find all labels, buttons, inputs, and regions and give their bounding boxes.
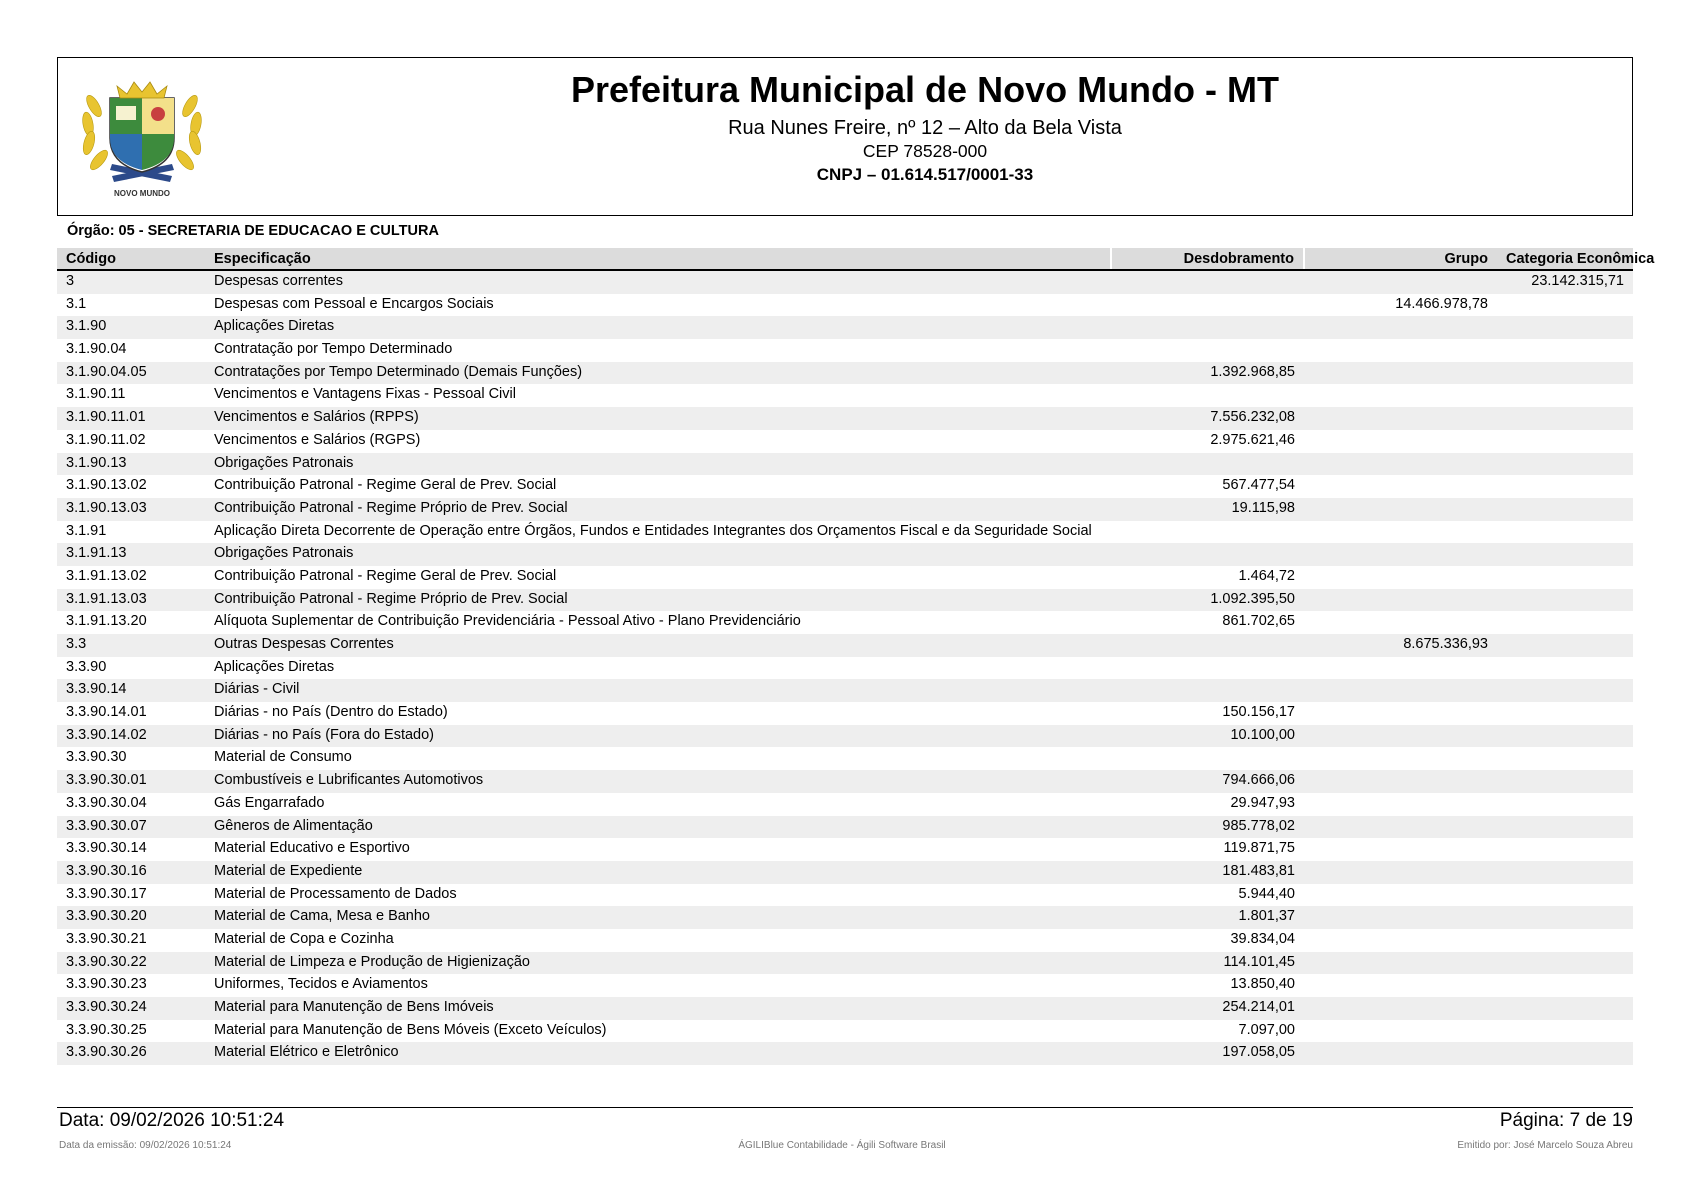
cell-categoria-economica: 23.142.315,71 (1497, 270, 1633, 294)
table-row (57, 498, 1633, 521)
cell-especificacao: Contratações por Tempo Determinado (Demais Funções) (205, 362, 1111, 385)
cell-especificacao: Material de Copa e Cozinha (205, 929, 1111, 952)
table-row (57, 770, 1633, 793)
cell-grupo (1304, 1020, 1497, 1043)
cell-categoria-economica (1497, 838, 1633, 861)
cell-desdobramento (1111, 634, 1304, 657)
cell-especificacao: Vencimentos e Vantagens Fixas - Pessoal Civil (205, 384, 1111, 407)
table-row (57, 453, 1633, 476)
cell-categoria-economica (1497, 952, 1633, 975)
cell-categoria-economica (1497, 929, 1633, 952)
cell-desdobramento: 861.702,65 (1111, 611, 1304, 634)
cell-categoria-economica (1497, 816, 1633, 839)
cell-desdobramento: 794.666,06 (1111, 770, 1304, 793)
cell-grupo: 14.466.978,78 (1304, 294, 1497, 317)
cell-especificacao: Obrigações Patronais (205, 543, 1111, 566)
cell-desdobramento: 10.100,00 (1111, 725, 1304, 748)
cell-codigo: 3.3.90.30.26 (57, 1042, 205, 1065)
cell-categoria-economica (1497, 407, 1633, 430)
cell-codigo: 3.3.90.30.14 (57, 838, 205, 861)
cell-categoria-economica (1497, 770, 1633, 793)
cell-grupo: 8.675.336,93 (1304, 634, 1497, 657)
cell-desdobramento: 7.097,00 (1111, 1020, 1304, 1043)
table-row (57, 543, 1633, 566)
cell-codigo: 3.3.90.30.16 (57, 861, 205, 884)
cell-especificacao: Despesas com Pessoal e Encargos Sociais (205, 294, 1111, 317)
cell-categoria-economica (1497, 974, 1633, 997)
cell-grupo (1304, 770, 1497, 793)
cell-especificacao: Contribuição Patronal - Regime Próprio de Prev. Social (205, 589, 1111, 612)
table-row (57, 861, 1633, 884)
cell-categoria-economica (1497, 521, 1633, 544)
cell-codigo: 3.3.90.30.01 (57, 770, 205, 793)
cell-categoria-economica (1497, 679, 1633, 702)
cell-categoria-economica (1497, 1020, 1633, 1043)
cell-grupo (1304, 816, 1497, 839)
page-title: Prefeitura Municipal de Novo Mundo - MT (570, 69, 1279, 110)
table-row (57, 589, 1633, 612)
cell-codigo: 3.3.90.30.22 (57, 952, 205, 975)
cell-categoria-economica (1497, 566, 1633, 589)
cell-desdobramento: 29.947,93 (1111, 793, 1304, 816)
cell-categoria-economica (1497, 747, 1633, 770)
table-row (57, 747, 1633, 770)
table-row (57, 906, 1633, 929)
cell-categoria-economica (1497, 884, 1633, 907)
cell-codigo: 3.3.90.30.17 (57, 884, 205, 907)
footer-date: Data: 09/02/2026 10:51:24 (59, 1110, 285, 1131)
cell-especificacao: Material para Manutenção de Bens Imóveis (205, 997, 1111, 1020)
cell-grupo (1304, 952, 1497, 975)
cell-especificacao: Contratação por Tempo Determinado (205, 339, 1111, 362)
cell-grupo (1304, 657, 1497, 680)
cell-especificacao: Uniformes, Tecidos e Aviamentos (205, 974, 1111, 997)
cell-grupo (1304, 384, 1497, 407)
cell-codigo: 3.3.90.14.01 (57, 702, 205, 725)
cell-desdobramento: 181.483,81 (1111, 861, 1304, 884)
cell-desdobramento: 2.975.621,46 (1111, 430, 1304, 453)
cell-grupo (1304, 611, 1497, 634)
table-row (57, 884, 1633, 907)
cell-grupo (1304, 747, 1497, 770)
cell-codigo: 3.3.90.30.23 (57, 974, 205, 997)
cell-categoria-economica (1497, 657, 1633, 680)
cell-grupo (1304, 566, 1497, 589)
cell-desdobramento: 19.115,98 (1111, 498, 1304, 521)
cell-codigo: 3.1.91 (57, 521, 205, 544)
cell-codigo: 3.1.91.13.20 (57, 611, 205, 634)
cell-codigo: 3.3.90.30.25 (57, 1020, 205, 1043)
cell-categoria-economica (1497, 702, 1633, 725)
cell-codigo: 3.1.90.04.05 (57, 362, 205, 385)
table-row (57, 929, 1633, 952)
footer-page-number: Página: 7 de 19 (1499, 1110, 1633, 1131)
cell-codigo: 3.1.90 (57, 316, 205, 339)
cell-desdobramento: 1.464,72 (1111, 566, 1304, 589)
cnpj-line: CNPJ – 01.614.517/0001-33 (816, 165, 1034, 184)
cell-especificacao: Material Educativo e Esportivo (205, 838, 1111, 861)
cell-desdobramento (1111, 747, 1304, 770)
cell-especificacao: Material Elétrico e Eletrônico (205, 1042, 1111, 1065)
cell-grupo (1304, 906, 1497, 929)
cell-categoria-economica (1497, 793, 1633, 816)
cell-desdobramento: 7.556.232,08 (1111, 407, 1304, 430)
cell-desdobramento: 39.834,04 (1111, 929, 1304, 952)
table-row (57, 270, 1633, 294)
cell-categoria-economica (1497, 498, 1633, 521)
cell-grupo (1304, 270, 1497, 294)
cell-codigo: 3.1.90.11.01 (57, 407, 205, 430)
cell-grupo (1304, 1042, 1497, 1065)
cell-categoria-economica (1497, 453, 1633, 476)
cell-desdobramento: 1.092.395,50 (1111, 589, 1304, 612)
cell-desdobramento (1111, 294, 1304, 317)
cell-especificacao: Combustíveis e Lubrificantes Automotivos (205, 770, 1111, 793)
table-row (57, 816, 1633, 839)
cell-desdobramento: 114.101,45 (1111, 952, 1304, 975)
header-text (58, 68, 1632, 188)
cell-desdobramento: 1.392.968,85 (1111, 362, 1304, 385)
cell-grupo (1304, 430, 1497, 453)
table-row (57, 611, 1633, 634)
cell-especificacao: Material de Expediente (205, 861, 1111, 884)
expense-table (57, 248, 1655, 1065)
cell-desdobramento: 119.871,75 (1111, 838, 1304, 861)
cell-codigo: 3.3.90 (57, 657, 205, 680)
cell-desdobramento: 13.850,40 (1111, 974, 1304, 997)
cell-especificacao: Alíquota Suplementar de Contribuição Previdenciária - Pessoal Ativo - Plano Previdenciário (205, 611, 1111, 634)
cell-desdobramento: 1.801,37 (1111, 906, 1304, 929)
cell-categoria-economica (1497, 589, 1633, 612)
cell-desdobramento: 5.944,40 (1111, 884, 1304, 907)
cell-desdobramento (1111, 657, 1304, 680)
cell-especificacao: Vencimentos e Salários (RPPS) (205, 407, 1111, 430)
cell-grupo (1304, 838, 1497, 861)
table-row (57, 657, 1633, 680)
cell-especificacao: Gás Engarrafado (205, 793, 1111, 816)
address-line: Rua Nunes Freire, nº 12 – Alto da Bela Vista (728, 117, 1122, 139)
cell-categoria-economica (1497, 294, 1633, 317)
table-row (57, 362, 1633, 385)
column-header-categoria-economica: Categoria Econômica (1497, 248, 1633, 270)
cell-codigo: 3.3.90.30.04 (57, 793, 205, 816)
cell-desdobramento (1111, 679, 1304, 702)
cell-codigo: 3.3 (57, 634, 205, 657)
cell-especificacao: Material de Cama, Mesa e Banho (205, 906, 1111, 929)
cell-desdobramento (1111, 543, 1304, 566)
table-row (57, 997, 1633, 1020)
table-row (57, 566, 1633, 589)
column-header-especificacao: Especificação (205, 248, 1111, 270)
cell-especificacao: Material de Consumo (205, 747, 1111, 770)
table-row (57, 407, 1633, 430)
table-row (57, 702, 1633, 725)
cell-codigo: 3.1.91.13.03 (57, 589, 205, 612)
cell-codigo: 3.3.90.14.02 (57, 725, 205, 748)
table-row (57, 1042, 1633, 1065)
cell-categoria-economica (1497, 634, 1633, 657)
cell-codigo: 3.1.90.13 (57, 453, 205, 476)
cell-categoria-economica (1497, 430, 1633, 453)
cell-especificacao: Gêneros de Alimentação (205, 816, 1111, 839)
cell-codigo: 3.3.90.30.20 (57, 906, 205, 929)
cell-desdobramento (1111, 521, 1304, 544)
column-header-grupo: Grupo (1304, 248, 1497, 270)
table-row (57, 384, 1633, 407)
cell-codigo: 3.3.90.14 (57, 679, 205, 702)
cell-grupo (1304, 362, 1497, 385)
cell-desdobramento: 985.778,02 (1111, 816, 1304, 839)
column-header-desdobramento: Desdobramento (1111, 248, 1304, 270)
cell-codigo: 3.3.90.30.07 (57, 816, 205, 839)
cell-codigo: 3.3.90.30 (57, 747, 205, 770)
cell-desdobramento (1111, 339, 1304, 362)
cell-categoria-economica (1497, 1042, 1633, 1065)
table-row (57, 316, 1633, 339)
cell-categoria-economica (1497, 861, 1633, 884)
cell-categoria-economica (1497, 475, 1633, 498)
cell-codigo: 3.1.90.04 (57, 339, 205, 362)
footer-emitter: Emitido por: José Marcelo Souza Abreu (1457, 1140, 1633, 1151)
cell-desdobramento (1111, 384, 1304, 407)
footer-divider (57, 1107, 1633, 1108)
cell-codigo: 3.1.91.13.02 (57, 566, 205, 589)
cell-especificacao: Vencimentos e Salários (RGPS) (205, 430, 1111, 453)
cell-especificacao: Material de Limpeza e Produção de Higienização (205, 952, 1111, 975)
cep-line: CEP 78528-000 (862, 141, 988, 161)
footer-emission-date: Data da emissão: 09/02/2026 10:51:24 (59, 1140, 232, 1151)
cell-categoria-economica (1497, 543, 1633, 566)
cell-categoria-economica (1497, 339, 1633, 362)
cell-categoria-economica (1497, 725, 1633, 748)
cell-grupo (1304, 997, 1497, 1020)
table-header-row (57, 248, 1633, 270)
cell-codigo: 3.1.90.13.02 (57, 475, 205, 498)
cell-categoria-economica (1497, 316, 1633, 339)
cell-especificacao: Aplicações Diretas (205, 657, 1111, 680)
cell-desdobramento (1111, 270, 1304, 294)
cell-grupo (1304, 884, 1497, 907)
cell-categoria-economica (1497, 362, 1633, 385)
cell-grupo (1304, 498, 1497, 521)
cell-especificacao: Obrigações Patronais (205, 453, 1111, 476)
cell-desdobramento (1111, 453, 1304, 476)
cell-grupo (1304, 453, 1497, 476)
cell-grupo (1304, 339, 1497, 362)
cell-especificacao: Diárias - Civil (205, 679, 1111, 702)
orgao-label: Órgão: 05 - SECRETARIA DE EDUCACAO E CULTURA (67, 223, 439, 239)
cell-especificacao: Material para Manutenção de Bens Móveis (Exceto Veículos) (205, 1020, 1111, 1043)
cell-desdobramento: 197.058,05 (1111, 1042, 1304, 1065)
cell-desdobramento (1111, 316, 1304, 339)
cell-especificacao: Outras Despesas Correntes (205, 634, 1111, 657)
cell-codigo: 3.3.90.30.21 (57, 929, 205, 952)
table-row (57, 521, 1633, 544)
cell-grupo (1304, 316, 1497, 339)
cell-grupo (1304, 793, 1497, 816)
cell-categoria-economica (1497, 997, 1633, 1020)
table-row (57, 838, 1633, 861)
cell-codigo: 3 (57, 270, 205, 294)
cell-grupo (1304, 725, 1497, 748)
cell-categoria-economica (1497, 384, 1633, 407)
svg-text:NOVO MUNDO: NOVO MUNDO (114, 189, 170, 198)
cell-codigo: 3.1.90.13.03 (57, 498, 205, 521)
cell-codigo: 3.1 (57, 294, 205, 317)
cell-grupo (1304, 521, 1497, 544)
table-row (57, 725, 1633, 748)
cell-especificacao: Diárias - no País (Fora do Estado) (205, 725, 1111, 748)
cell-grupo (1304, 702, 1497, 725)
table-row (57, 634, 1633, 657)
cell-codigo: 3.1.90.11 (57, 384, 205, 407)
cell-especificacao: Aplicação Direta Decorrente de Operação entre Órgãos, Fundos e Entidades Integrantes dos Orçamentos Fiscal e da Seguridade Social (205, 521, 1111, 544)
cell-grupo (1304, 974, 1497, 997)
cell-especificacao: Contribuição Patronal - Regime Próprio de Prev. Social (205, 498, 1111, 521)
cell-especificacao: Aplicações Diretas (205, 316, 1111, 339)
table-body (57, 270, 1633, 1065)
cell-grupo (1304, 929, 1497, 952)
cell-grupo (1304, 861, 1497, 884)
cell-desdobramento: 254.214,01 (1111, 997, 1304, 1020)
cell-grupo (1304, 475, 1497, 498)
cell-grupo (1304, 589, 1497, 612)
cell-codigo: 3.1.91.13 (57, 543, 205, 566)
table-row (57, 475, 1633, 498)
cell-codigo: 3.1.90.11.02 (57, 430, 205, 453)
cell-especificacao: Diárias - no País (Dentro do Estado) (205, 702, 1111, 725)
cell-categoria-economica (1497, 611, 1633, 634)
table-row (57, 294, 1633, 317)
cell-grupo (1304, 679, 1497, 702)
report-header (57, 57, 1633, 216)
table-row (57, 679, 1633, 702)
table-row (57, 430, 1633, 453)
footer-software: ÁGILIBlue Contabilidade - Ágili Software Brasil (738, 1140, 946, 1151)
column-header-codigo: Código (57, 248, 205, 270)
cell-desdobramento: 150.156,17 (1111, 702, 1304, 725)
cell-especificacao: Despesas correntes (205, 270, 1111, 294)
table-row (57, 793, 1633, 816)
table-row (57, 974, 1633, 997)
table-row (57, 1020, 1633, 1043)
cell-especificacao: Material de Processamento de Dados (205, 884, 1111, 907)
cell-grupo (1304, 407, 1497, 430)
cell-desdobramento: 567.477,54 (1111, 475, 1304, 498)
cell-codigo: 3.3.90.30.24 (57, 997, 205, 1020)
cell-grupo (1304, 543, 1497, 566)
cell-categoria-economica (1497, 906, 1633, 929)
cell-especificacao: Contribuição Patronal - Regime Geral de Prev. Social (205, 566, 1111, 589)
table-row (57, 952, 1633, 975)
cell-especificacao: Contribuição Patronal - Regime Geral de Prev. Social (205, 475, 1111, 498)
table-row (57, 339, 1633, 362)
